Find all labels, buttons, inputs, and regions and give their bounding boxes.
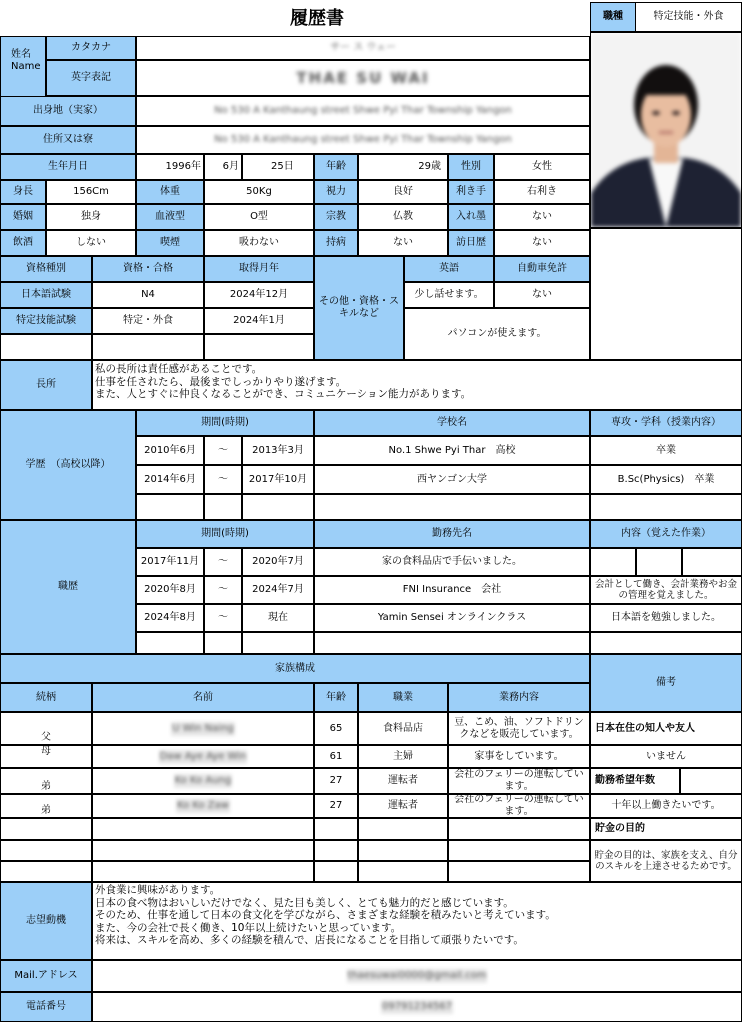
blood-label: 血液型 [136,204,204,230]
edu-to-1: 2017年10月 [242,465,314,494]
family-empty-rel-b [0,840,92,861]
edu-school-header: 学校名 [314,410,590,436]
family-task-0: 豆、こめ、油、ソフトドリンクなどを販売しています。 [448,712,590,745]
family-name-0: U Win Naing [172,722,234,734]
edu-tilde-0: ～ [204,436,242,465]
family-name-header: 名前 [92,683,314,712]
romaji-value-cell [136,60,590,96]
age-value: 29歳 [358,154,448,180]
birthplace-value-cell [136,96,590,126]
name-label: 姓名 [11,49,31,60]
edu-empty-major [590,494,742,520]
family-age-3: 27 [314,794,358,818]
edu-school-1: 西ヤンゴン大学 [314,465,590,494]
mail-value: thaesuwai0000@gmail.com [347,970,487,981]
family-task-3: 会社のフェリーの運転しています。 [448,794,590,818]
motivation-text: 外食業に興味があります。 日本の食べ物はおいしいだけでなく、見た目も美しく、とても魅力的だと感じています。 そのため、仕事を通して日本の食文化を学びながら、さまざまな経験を積みたいと考えています。 また、今の会社で長く働き、10年以上続けたいと思っています。 将来は、スキルを高め、多くの経験を積んで、店長になることを目指して頑張りたいです。 [95,884,556,946]
work-empty-to [242,632,314,654]
work-company-0: 家の食料品店で手伝いました。 [314,548,590,576]
qual-name-0: N4 [92,282,204,308]
family-name-cell-3 [92,794,314,818]
birth-day: 25日 [242,154,314,180]
pc-skill-value: パソコンが使えます。 [404,308,590,360]
romaji-label: 英字表記 [46,60,136,96]
qual-type-1: 特定技能試験 [0,308,92,334]
age-label: 年齢 [314,154,358,180]
katakana-label: カタカナ [46,36,136,60]
family-rel-header: 続柄 [0,683,92,712]
family-task-1: 家事をしています。 [448,745,590,768]
vision-label: 視力 [314,180,358,204]
phone-value: 09791234567 [382,1001,452,1012]
family-job-header: 職業 [358,683,448,712]
qual-empty-date [204,334,314,360]
sex-value: 女性 [494,154,590,180]
edu-to-0: 2013年3月 [242,436,314,465]
sex-label: 性別 [448,154,494,180]
tattoo-label: 入れ墨 [448,204,494,230]
drink-value: しない [46,230,136,256]
address-value: No 530 A Kanthaung street Shwe Pyi Thar Township Yangon [214,134,512,145]
work-content-header: 内容（覚えた作業） [590,520,742,548]
smoke-value: 吸わない [204,230,314,256]
work-company-1: FNI Insurance 会社 [314,576,590,604]
family-rel-2: 弟 [0,768,92,794]
photo-cell [590,32,742,228]
weight-label: 体重 [136,180,204,204]
license-label: 自動車免許 [494,256,590,282]
qual-date-0: 2024年12月 [204,282,314,308]
work-empty-from [136,632,204,654]
religion-value: 仏教 [358,204,448,230]
edu-empty-tilde [204,494,242,520]
name-en-label: Name [11,61,41,72]
family-empty-job-a [358,818,448,840]
work-from-2: 2024年8月 [136,604,204,632]
smoke-label: 喫煙 [136,230,204,256]
edu-tilde-1: ～ [204,465,242,494]
weight-value: 50Kg [204,180,314,204]
family-age-1: 61 [314,745,358,768]
romaji-value: THAE SU WAI [296,69,430,87]
qual-name-1: 特定・外食 [92,308,204,334]
address-value-cell [136,126,590,154]
hand-value: 右利き [494,180,590,204]
work-empty-tilde [204,632,242,654]
family-task-header: 業務内容 [448,683,590,712]
blood-value: O型 [204,204,314,230]
job-label: 職種 [590,2,636,32]
height-label: 身長 [0,180,46,204]
license-value: ない [494,282,590,308]
family-job-0: 食料品店 [358,712,448,745]
work-to-0: 2020年7月 [242,548,314,576]
work-to-2: 現在 [242,604,314,632]
work-period-header: 期間(時期) [136,520,314,548]
height-value: 156Cm [46,180,136,204]
work-company-header: 勤務先名 [314,520,590,548]
friends-label: 日本在住の知人や友人 [590,712,742,745]
friends-value: いません [590,745,742,768]
remarks-label: 備考 [590,654,742,712]
birthplace-label: 出身地（実家） [0,96,136,126]
address-label: 住所又は寮 [0,126,136,154]
work-company-2: Yamin Sensei オンラインクラス [314,604,590,632]
edu-empty-to [242,494,314,520]
work-from-0: 2017年11月 [136,548,204,576]
work-empty-company [314,632,590,654]
hand-label: 利き手 [448,180,494,204]
family-empty-rel-a [0,818,92,840]
illness-value: ない [358,230,448,256]
family-empty-age-a [314,818,358,840]
years-label: 勤務希望年数 [590,768,680,794]
family-age-header: 年齢 [314,683,358,712]
other-skills-label: その他・資格・スキルなど [314,256,404,360]
years-value: 十年以上働きたいです。 [590,794,742,818]
tattoo-value: ない [494,204,590,230]
family-age-2: 27 [314,768,358,794]
work-tilde-1: ～ [204,576,242,604]
mail-value-cell [92,960,742,992]
visit-value: ない [494,230,590,256]
edu-major-1: B.Sc(Physics) 卒業 [590,465,742,494]
savings-label: 貯金の目的 [590,818,742,840]
family-name-cell-0 [92,712,314,745]
family-empty-task-b [448,840,590,861]
qual-date-header: 取得月年 [204,256,314,282]
birth-month: 6月 [204,154,242,180]
family-name-cell-2 [92,768,314,794]
english-value: 少し話せます。 [404,282,494,308]
family-job-1: 主婦 [358,745,448,768]
edu-period-header: 期間(時期) [136,410,314,436]
work-content-1: 会計として働き、会計業務やお金の管理を覚えました。 [590,576,742,604]
work-tilde-2: ～ [204,604,242,632]
phone-value-cell [92,992,742,1022]
family-empty-job-c [358,861,448,882]
family-age-0: 65 [314,712,358,745]
family-empty-job-b [358,840,448,861]
family-name-cell-1 [92,745,314,768]
phone-label: 電話番号 [0,992,92,1022]
family-job-3: 運転者 [358,794,448,818]
family-name-1: Daw Aye Aye Win [159,750,247,762]
illness-label: 持病 [314,230,358,256]
blank-right-cell [590,228,742,360]
page-title: 履歴書 [290,8,344,29]
education-label: 学歴 （高校以降） [0,410,136,520]
work-tilde-0: ～ [204,548,242,576]
family-name-3: Ko Ko Zaw [177,800,229,811]
birth-label: 生年月日 [0,154,136,180]
family-task-2: 会社のフェリーの運転しています。 [448,768,590,794]
marriage-label: 婚姻 [0,204,46,230]
family-job-2: 運転者 [358,768,448,794]
english-label: 英語 [404,256,494,282]
work-content-2: 日本語を勉強しました。 [590,604,742,632]
qual-empty-type [0,334,92,360]
qual-empty-name [92,334,204,360]
years-blank [680,768,742,794]
katakana-value: サー ス ウェー [330,42,396,53]
work-content-0a [590,548,636,576]
qual-type-header: 資格種別 [0,256,92,282]
edu-from-0: 2010年6月 [136,436,204,465]
family-empty-name-b [92,840,314,861]
katakana-value-cell [136,36,590,60]
work-empty-content [590,632,742,654]
work-label: 職歴 [0,520,136,654]
edu-major-0: 卒業 [590,436,742,465]
vision-value: 良好 [358,180,448,204]
drink-label: 飲酒 [0,230,46,256]
family-empty-name-c [92,861,314,882]
marriage-value: 独身 [46,204,136,230]
family-label: 家族構成 [0,654,590,683]
edu-empty-school [314,494,590,520]
visit-label: 訪日歴 [448,230,494,256]
family-rel-1: 母 [0,745,92,768]
family-empty-task-c [448,861,590,882]
mail-label: Mail.アドレス [0,960,92,992]
edu-major-header: 専攻・学科（授業内容） [590,410,742,436]
savings-value: 貯金の目的は、家族を支え、自分のスキルを上達させるためです。 [590,840,742,882]
family-empty-age-b [314,840,358,861]
profile-photo [591,33,741,227]
edu-empty-from [136,494,204,520]
birthplace-value: No 530 A Kanthaung street Shwe Pyi Thar Township Yangon [214,105,512,116]
strengths-label: 長所 [0,360,92,410]
family-empty-rel-c [0,861,92,882]
qual-date-1: 2024年1月 [204,308,314,334]
family-empty-name-a [92,818,314,840]
family-empty-task-a [448,818,590,840]
edu-school-0: No.1 Shwe Pyi Thar 高校 [314,436,590,465]
qual-type-0: 日本語試験 [0,282,92,308]
motivation-label: 志望動機 [0,882,92,960]
work-to-1: 2024年7月 [242,576,314,604]
strengths-text: 私の長所は責任感があることです。 仕事を任されたら、最後までしっかりやり遂げます。 また、人とすぐに仲良くなることができ、コミュニケーション能力があります。 [95,363,472,400]
work-content-0 [682,548,742,576]
work-from-1: 2020年8月 [136,576,204,604]
birth-year: 1996年 [136,154,204,180]
religion-label: 宗教 [314,204,358,230]
job-value: 特定技能・外食 [635,2,742,32]
family-empty-age-c [314,861,358,882]
family-name-2: Ko Ko Aung [174,775,232,786]
edu-from-1: 2014年6月 [136,465,204,494]
family-rel-3: 弟 [0,794,92,818]
work-content-0b [636,548,682,576]
family-rel-0: 父 [0,712,92,745]
qual-name-header: 資格・合格 [92,256,204,282]
